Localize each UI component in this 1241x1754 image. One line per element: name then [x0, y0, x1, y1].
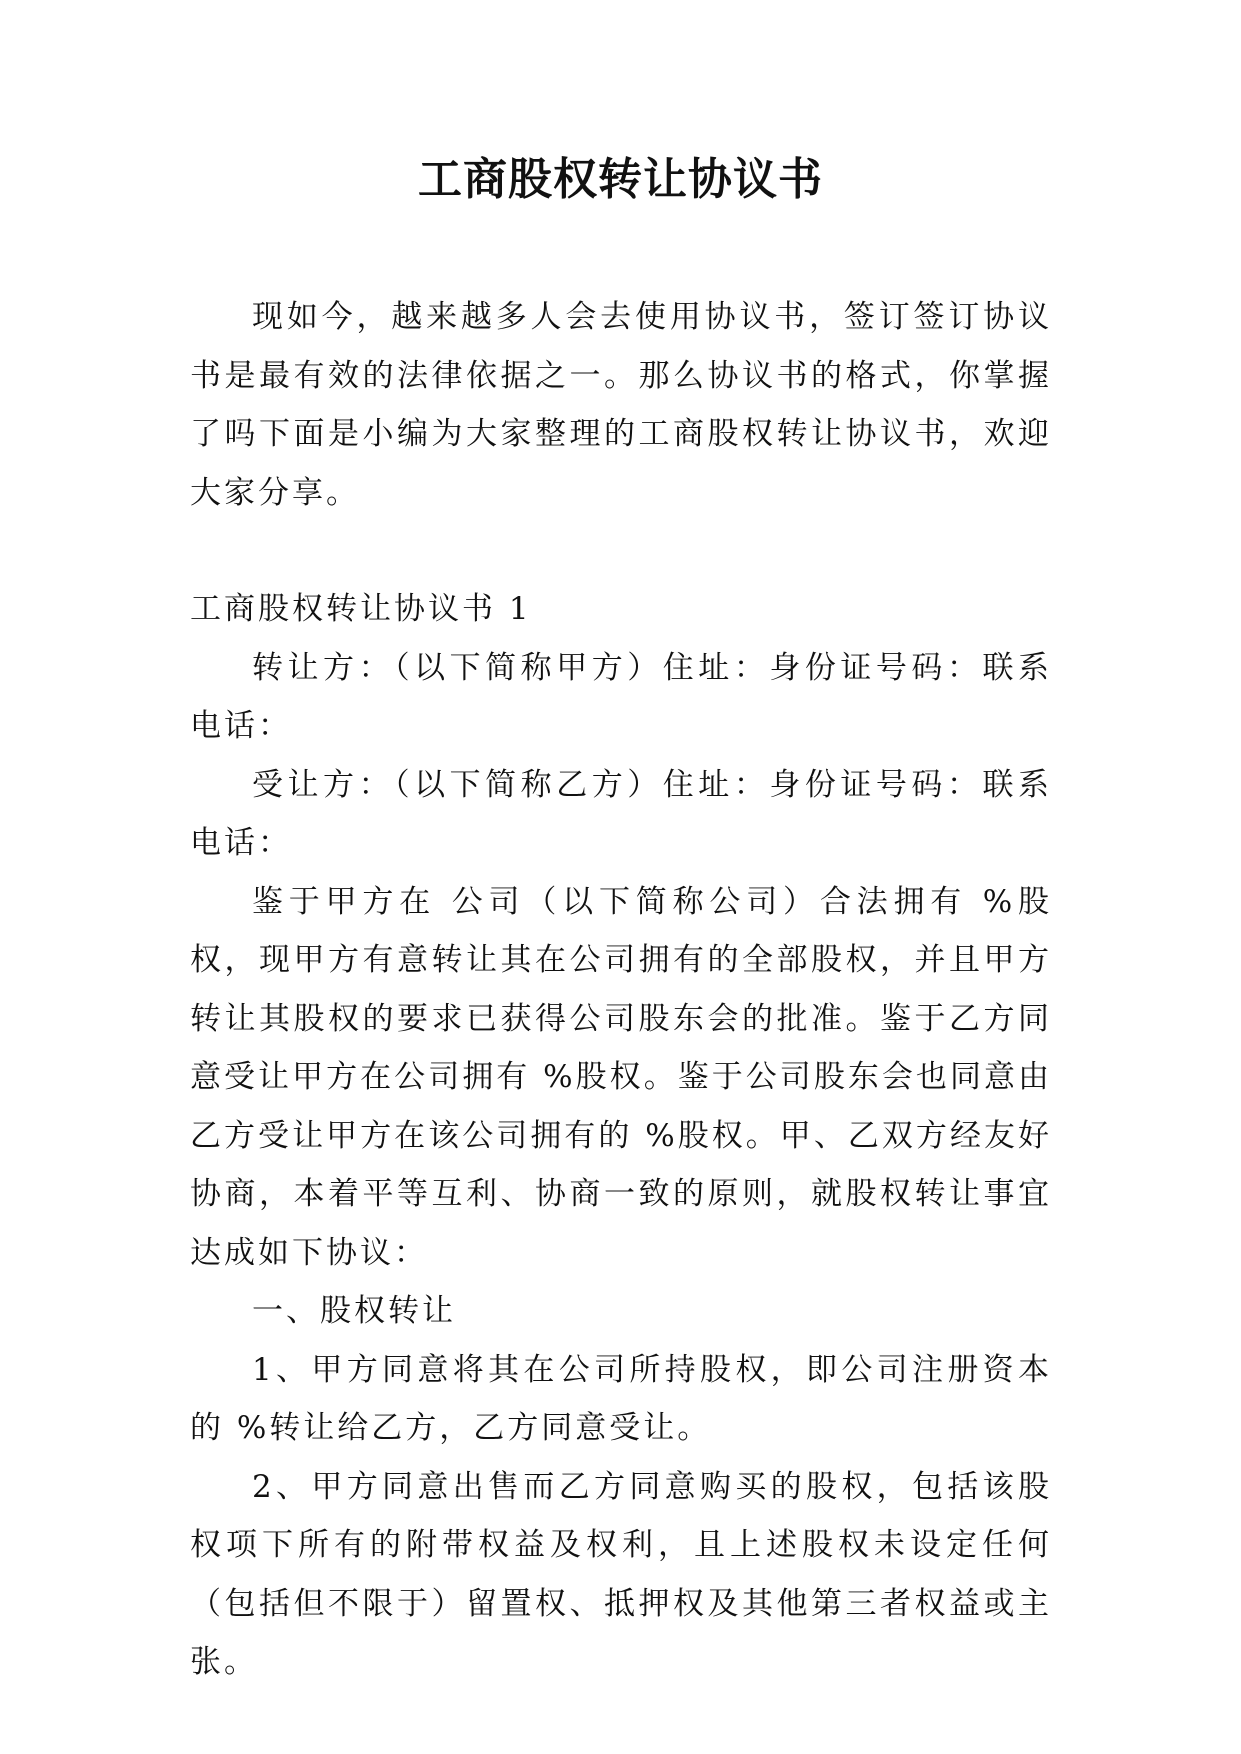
recital-paragraph: 鉴于甲方在 公司（以下简称公司）合法拥有 %股权，现甲方有意转让其在公司拥有的全部股权，并且甲方转让其股权的要求已获得公司股东会的批准。鉴于乙方同意受让甲方在公司拥有 %股权。鉴于公司股东会也同意由乙方受让甲方在该公司拥有的 %股权。甲、乙双方经友好协商，本着平等互利、协商一致的原则，就股权转让事宜达成如下协议：: [190, 883, 1052, 1271]
article-one-heading: 一、股权转让: [252, 1293, 456, 1329]
clause-1-paragraph: 1、甲方同意将其在公司所持股权，即公司注册资本的 %转让给乙方，乙方同意受让。: [190, 1351, 1052, 1446]
clause-2-paragraph: 2、甲方同意出售而乙方同意购买的股权，包括该股权项下所有的附带权益及权利，且上述股权未设定任何（包括但不限于）留置权、抵押权及其他第三者权益或主张。: [190, 1468, 1052, 1680]
transferor-paragraph: 转让方：（以下简称甲方）住址：身份证号码：联系电话：: [190, 649, 1052, 744]
paragraph-gap: [190, 522, 1052, 580]
transferee-paragraph: 受让方：（以下简称乙方）住址：身份证号码：联系电话：: [190, 766, 1052, 861]
intro-paragraph: 现如今，越来越多人会去使用协议书，签订签订协议书是最有效的法律依据之一。那么协议书的格式，你掌握了吗下面是小编为大家整理的工商股权转让协议书，欢迎大家分享。: [190, 299, 1052, 511]
document-title: 工商股权转让协议书: [418, 154, 823, 205]
section-title: 工商股权转让协议书 1: [190, 591, 532, 627]
document-body: [190, 288, 1052, 1692]
